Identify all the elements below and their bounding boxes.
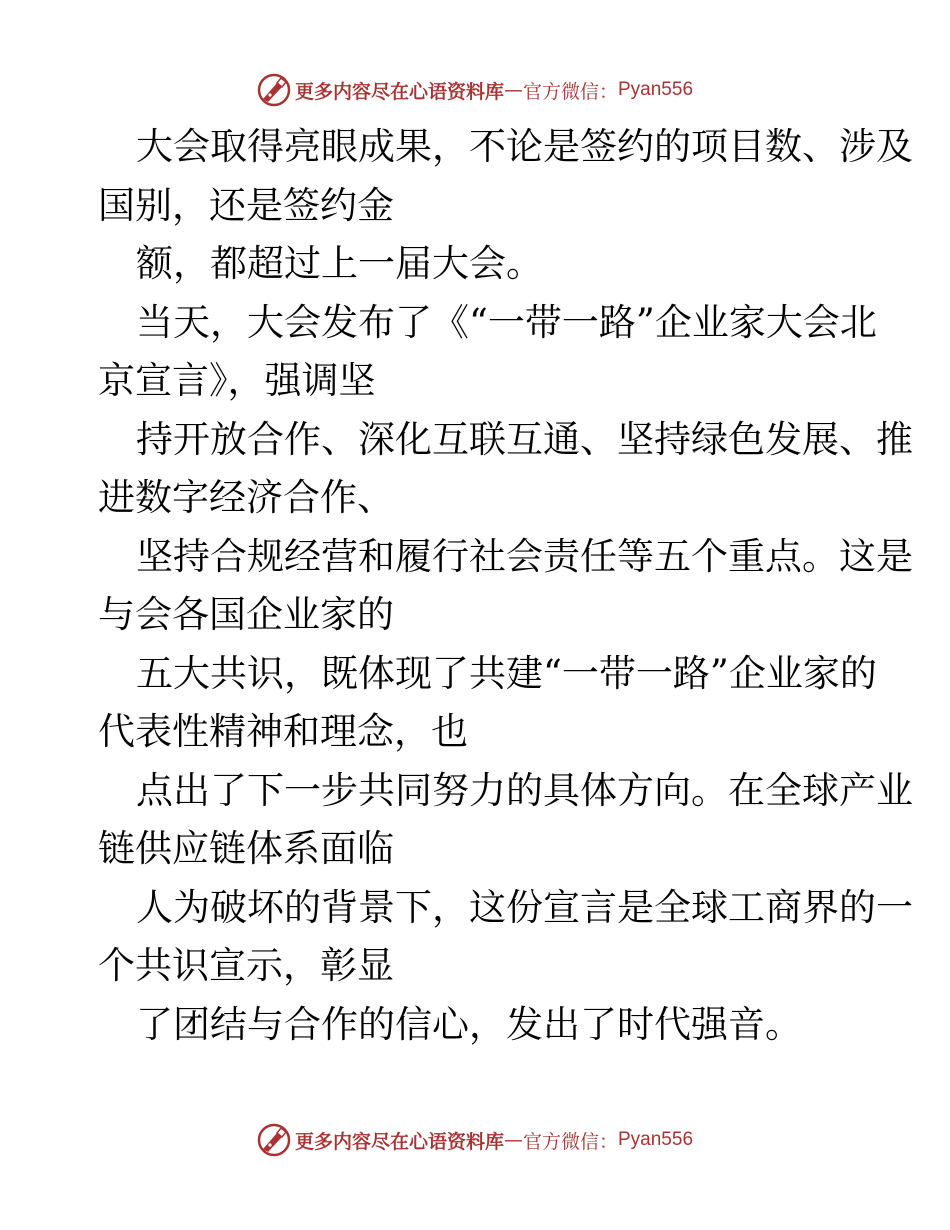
text-line: 点出了下一步共同努力的具体方向。在全球产业 — [136, 768, 913, 812]
text-line: 了团结与合作的信心，发出了时代强音。 — [136, 1002, 802, 1046]
text-line: 持开放合作、深化互联互通、坚持绿色发展、推 — [136, 417, 913, 461]
text-line: 大会取得亮眼成果，不论是签约的项目数、涉及 — [136, 125, 913, 168]
text-line: 与会各国企业家的 — [98, 593, 394, 636]
banner-dash: — — [503, 79, 523, 101]
pen-nib-logo-icon — [257, 1123, 291, 1157]
text-line: 当天，大会发布了《“一带一路”企业家大会北 — [136, 300, 877, 344]
text-line: 京宣言》，强调坚 — [98, 359, 376, 402]
banner-main-text: 更多内容尽在心语资料库 — [294, 1130, 504, 1153]
text-line: 国别，还是签约金 — [98, 183, 394, 227]
banner-wechat-label: 官方微信： — [522, 1130, 618, 1153]
text-line: 人为破坏的背景下，这份宣言是全球工商界的一 — [136, 885, 913, 929]
pen-nib-logo-icon — [257, 73, 291, 107]
banner-wechat-id: Pyan556 — [618, 1129, 694, 1150]
footer-banner — [0, 1120, 950, 1160]
text-line: 额，都超过上一届大会。 — [136, 242, 543, 285]
banner-main-text: 更多内容尽在心语资料库 — [294, 80, 504, 103]
header-banner — [0, 70, 950, 110]
text-line: 五大共识，既体现了共建“一带一路”企业家的 — [136, 651, 877, 695]
document-body — [98, 118, 913, 1054]
text-line: 链供应链体系面临 — [98, 827, 394, 870]
text-line: 坚持合规经营和履行社会责任等五个重点。这是 — [136, 534, 913, 578]
text-line: 进数字经济合作、 — [98, 476, 394, 519]
banner-dash: — — [503, 1129, 523, 1151]
text-line: 代表性精神和理念，也 — [98, 710, 468, 753]
text-line: 个共识宣示，彰显 — [98, 944, 394, 987]
banner-wechat-label: 官方微信： — [522, 80, 618, 103]
banner-wechat-id: Pyan556 — [618, 79, 694, 100]
